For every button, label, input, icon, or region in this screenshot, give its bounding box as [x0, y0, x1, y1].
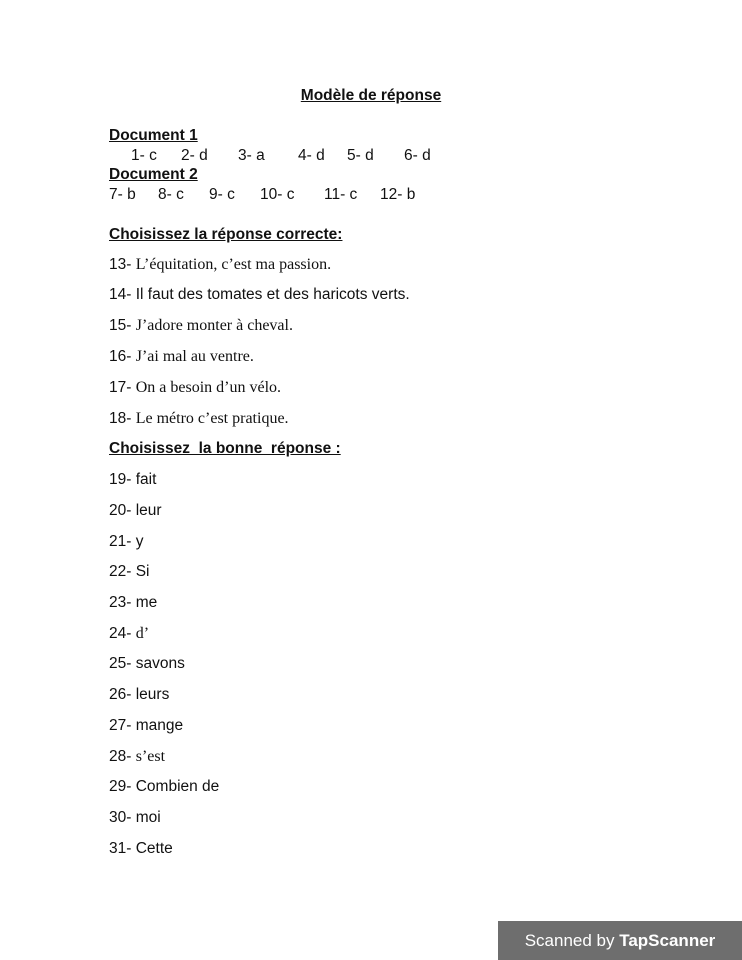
answer-number: 24- — [109, 625, 132, 642]
answer-text: fait — [135, 471, 157, 488]
document-2-heading: Document 2 — [109, 166, 198, 183]
answer-text: mange — [135, 717, 184, 734]
answer-line — [109, 748, 165, 766]
section-good-answer-heading: Choisissez la bonne réponse : — [109, 440, 341, 457]
scanner-watermark — [498, 921, 742, 960]
answer-line — [109, 778, 219, 796]
answer-number: 25- — [109, 655, 132, 672]
answer-text: On a besoin d’un vélo. — [135, 379, 282, 396]
answer-text: Il faut des tomates et des haricots verts. — [135, 286, 410, 303]
answer-number: 20- — [109, 502, 132, 519]
doc1-answer-5: 5- d — [347, 147, 374, 164]
answer-line — [109, 655, 185, 673]
answer-text: moi — [135, 809, 161, 826]
doc1-answer-4: 4- d — [298, 147, 325, 164]
doc2-answer-11: 11- c — [324, 186, 358, 203]
answer-line — [109, 471, 156, 489]
answer-line — [109, 410, 289, 428]
answer-text: s’est — [135, 748, 166, 765]
doc1-answer-1: 1- c — [131, 147, 157, 164]
answer-number: 15- — [109, 317, 132, 334]
answer-text: Combien de — [135, 778, 220, 795]
answer-text: y — [135, 533, 144, 550]
answer-number: 21- — [109, 533, 132, 550]
answer-text: Le métro c’est pratique. — [135, 410, 289, 427]
doc1-answer-2: 2- d — [181, 147, 208, 164]
watermark-brand: TapScanner — [619, 931, 716, 950]
answer-line — [109, 256, 331, 274]
answer-number: 26- — [109, 686, 132, 703]
answer-line — [109, 563, 150, 581]
answer-text: leurs — [135, 686, 170, 703]
answer-line — [109, 317, 293, 335]
doc2-answer-9: 9- c — [209, 186, 235, 203]
answer-text: J’ai mal au ventre. — [135, 348, 254, 365]
doc2-answer-8: 8- c — [158, 186, 184, 203]
answer-number: 18- — [109, 410, 132, 427]
answer-text: Cette — [135, 840, 173, 857]
answer-text: J’adore monter à cheval. — [135, 317, 293, 334]
answer-text: d’ — [135, 625, 150, 642]
answer-line — [109, 717, 183, 735]
document-1-heading: Document 1 — [109, 127, 198, 144]
answer-text: L’équitation, c’est ma passion. — [135, 256, 332, 273]
answer-line — [109, 533, 143, 551]
answer-number: 31- — [109, 840, 132, 857]
answer-line — [109, 348, 254, 366]
page-title-text: Modèle de réponse — [300, 87, 442, 104]
doc1-answer-3: 3- a — [238, 147, 265, 164]
answer-number: 23- — [109, 594, 132, 611]
answer-number: 14- — [109, 286, 132, 303]
doc2-answer-12: 12- b — [380, 186, 416, 203]
answer-text: leur — [135, 502, 162, 519]
answer-number: 19- — [109, 471, 132, 488]
answer-number: 22- — [109, 563, 132, 580]
answer-line — [109, 686, 169, 704]
doc1-answer-6: 6- d — [404, 147, 431, 164]
answer-line — [109, 286, 410, 304]
page-title — [0, 87, 742, 105]
doc2-answer-7: 7- b — [109, 186, 136, 203]
answer-text: savons — [135, 655, 185, 672]
answer-line — [109, 594, 157, 612]
answer-number: 13- — [109, 256, 132, 273]
answer-number: 29- — [109, 778, 132, 795]
answer-number: 16- — [109, 348, 132, 365]
doc2-answer-10: 10- c — [260, 186, 295, 203]
answer-text: me — [135, 594, 158, 611]
watermark-prefix: Scanned by — [524, 931, 620, 950]
answer-number: 28- — [109, 748, 132, 765]
answer-number: 27- — [109, 717, 132, 734]
answer-line — [109, 809, 161, 827]
answer-line — [109, 625, 149, 643]
answer-line — [109, 502, 162, 520]
answer-number: 17- — [109, 379, 132, 396]
answer-line — [109, 840, 173, 858]
answer-number: 30- — [109, 809, 132, 826]
section-correct-answer-heading: Choisissez la réponse correcte: — [109, 226, 343, 243]
answer-line — [109, 379, 281, 397]
answer-text: Si — [135, 563, 150, 580]
